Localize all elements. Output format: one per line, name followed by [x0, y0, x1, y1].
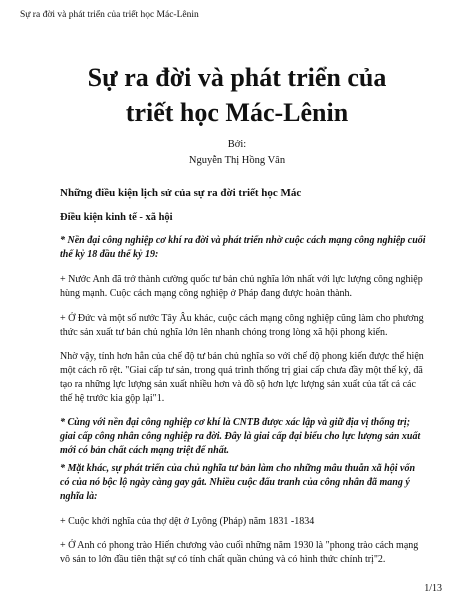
title-line-2: triết học Mác-Lênin [125, 98, 349, 127]
running-header: Sự ra đời và phát triển của triết học Mác-Lênin [20, 10, 199, 20]
paragraph-6: * Mặt khác, sự phát triển của chủ nghĩa tư bản làm cho những mâu thuẫn xã hội vốn có của nó bộc lộ ngày càng gay gắt. Nhiều cuộc đấu tranh của công nhân đã mang ý nghĩa là: [60, 463, 416, 502]
paragraph-5: * Cùng với nền đại công nghiệp cơ khí là CNTB được xác lập và giữ địa vị thống trị; giai cấp công nhân công nghiệp ra đời. Đây là giai cấp đại biểu cho lực lượng sản xuất mới có bản chất cách mạng triệt để nhất. [60, 417, 421, 456]
paragraph-8: + Ở Anh có phong trào Hiến chương vào cuối những năm 1930 là "phong trào cách mạng vô sản to lớn đầu tiên thật sự có tính chất quần chúng và có hình thức chính trị"2. [60, 540, 419, 565]
author-name: Nguyễn Thị Hồng Vân [188, 155, 286, 166]
document-title [0, 60, 474, 130]
paragraph-1: * Nền đại công nghiệp cơ khí ra đời và phát triển nhờ cuộc cách mạng công nghiệp cuối thế kỷ 18 đầu thế kỷ 19: [60, 235, 426, 260]
paragraph-2: + Nước Anh đã trở thành cường quốc tư bản chủ nghĩa lớn nhất với lực lượng công nghiệp hùng mạnh. Cuộc cách mạng công nghiệp ở Pháp đang được hoàn thành. [60, 274, 423, 299]
paragraph-7: + Cuộc khởi nghĩa của thợ dệt ở Lyông (Pháp) năm 1831 -1834 [60, 516, 315, 527]
section-heading: Những điều kiện lịch sử của sự ra đời triết học Mác [60, 187, 302, 199]
title-line-1: Sự ra đời và phát triển của [87, 63, 387, 92]
paragraph-3: + Ở Đức và một số nước Tây Âu khác, cuộc cách mạng công nghiệp cũng làm cho phương thức sản xuất tư bản chủ nghĩa lớn lên nhanh chóng trong lòng xã hội phong kiến. [60, 313, 424, 338]
author-label: Bởi: [227, 139, 247, 150]
subsection-heading: Điều kiện kinh tế - xã hội [60, 212, 173, 223]
page-number: 1/13 [424, 583, 442, 594]
paragraph-4: Nhờ vậy, tính hơn hẳn của chế độ tư bản chủ nghĩa so với chế độ phong kiến được thể hiện một cách rõ rệt. "Giai cấp tư sản, trong quá trình thống trị giai cấp chưa đầy một thế kỷ, đã tạo ra những lực lượng sản xuất nhiều hơn và đồ sộ hơn lực lượng sản xuất của tất cả các thế hệ trước kia gộp lại"1. [60, 351, 424, 404]
